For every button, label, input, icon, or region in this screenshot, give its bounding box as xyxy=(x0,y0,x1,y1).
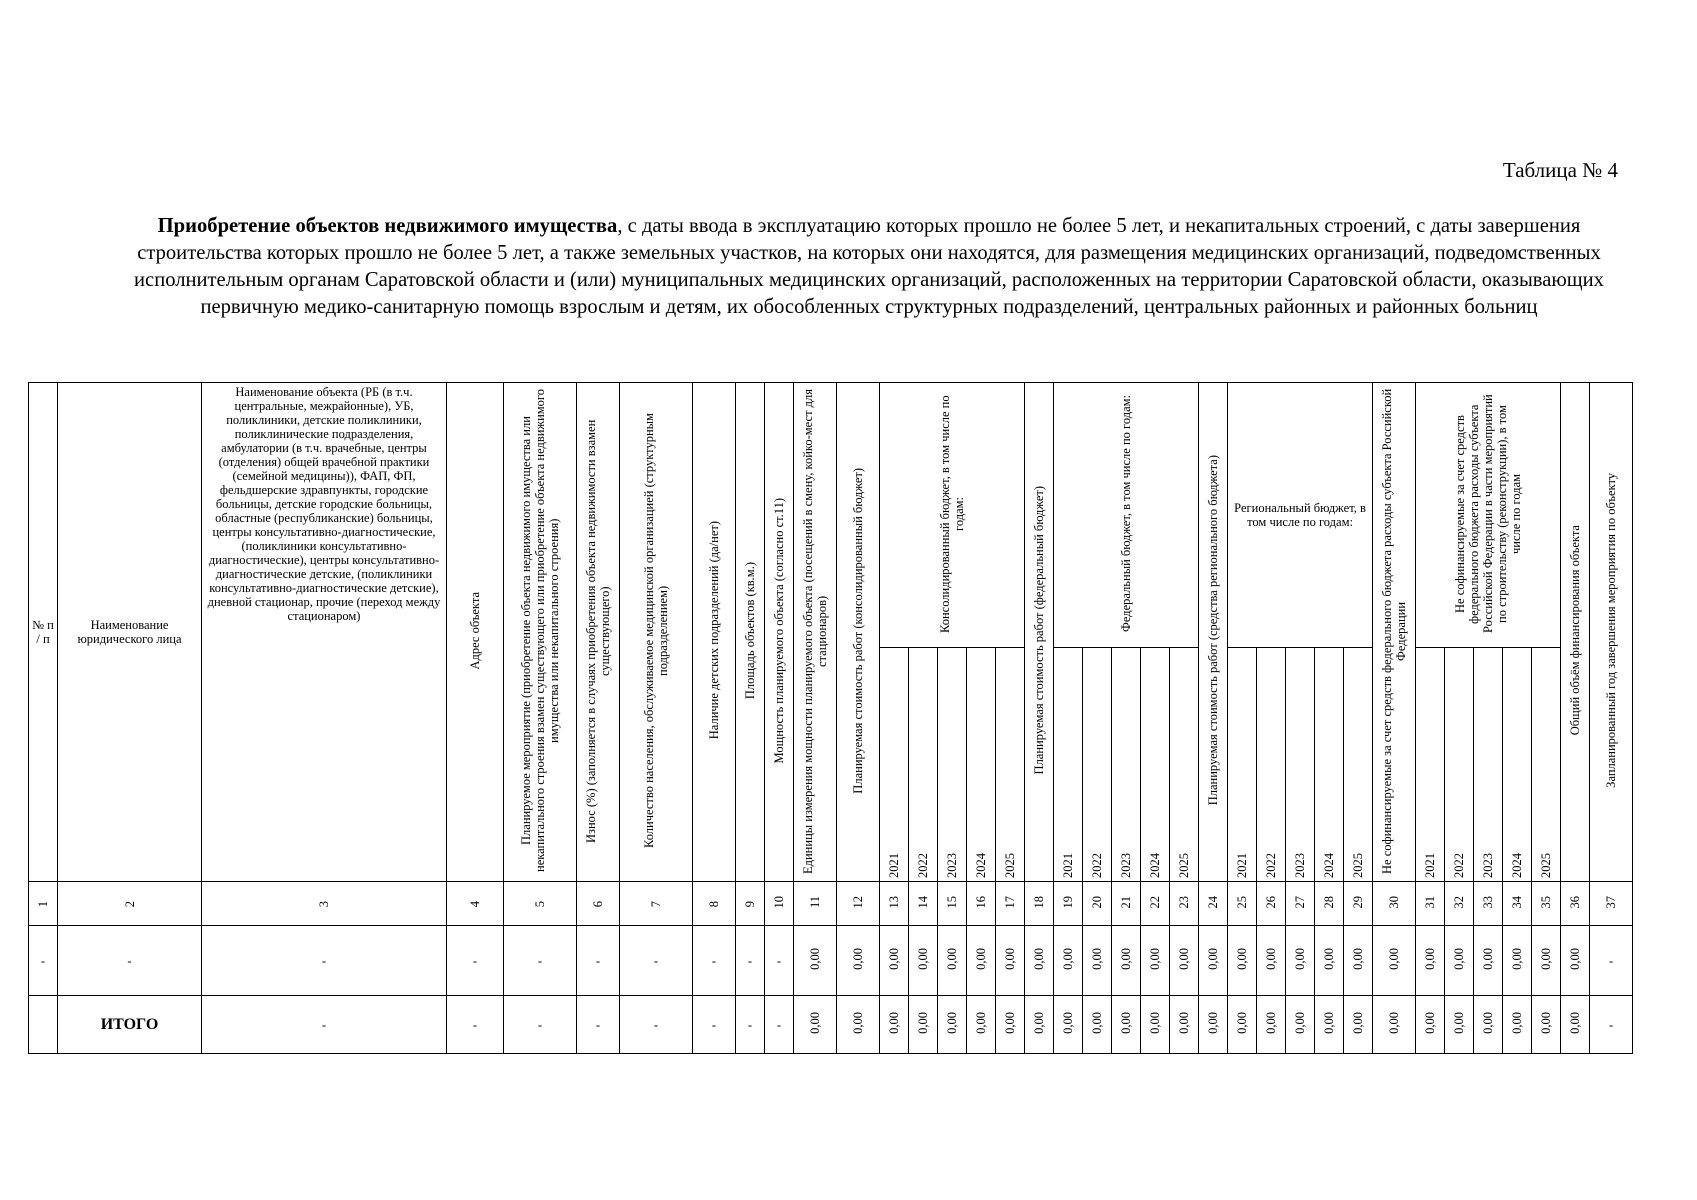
table-cell: - xyxy=(765,926,794,996)
table-cell: 0,00 xyxy=(1257,996,1286,1054)
table-label: Таблица № 4 xyxy=(1502,158,1618,182)
table-cell: 0,00 xyxy=(1141,926,1170,996)
table-cell: - xyxy=(736,996,765,1054)
header-cell-24: Планируемая стоимость работ (средства регионального бюджета) xyxy=(1199,383,1228,882)
table-cell: 0,00 xyxy=(1416,996,1445,1054)
table-cell: 0,00 xyxy=(1532,996,1561,1054)
table-cell: 0,00 xyxy=(1445,996,1474,1054)
header-cell-9: Площадь объектов (кв.м.) xyxy=(736,383,765,882)
column-number-cell: 18 xyxy=(1025,882,1054,926)
column-number-cell: 17 xyxy=(996,882,1025,926)
table-cell: - xyxy=(29,926,58,996)
table-cell: 0,00 xyxy=(1112,926,1141,996)
year-header-consolidated-3: 2024 xyxy=(967,648,996,882)
year-header-regional-4: 2025 xyxy=(1344,648,1373,882)
column-number-cell: 14 xyxy=(909,882,938,926)
table-cell: 0,00 xyxy=(1199,926,1228,996)
header-cell-18: Планируемая стоимость работ (федеральный бюджет) xyxy=(1025,383,1054,882)
column-number-cell: 29 xyxy=(1344,882,1373,926)
column-number-row xyxy=(29,882,1633,926)
column-number-cell: 1 xyxy=(29,882,58,926)
column-number-cell: 2 xyxy=(58,882,202,926)
year-header-regional-0: 2021 xyxy=(1228,648,1257,882)
year-header-federal-2: 2023 xyxy=(1112,648,1141,882)
table-cell: 0,00 xyxy=(996,926,1025,996)
table-cell: 0,00 xyxy=(837,996,880,1054)
header-group-consolidated: Консолидированный бюджет, в том числе по годам: xyxy=(880,383,1025,648)
year-header-non-cofinanced-2: 2023 xyxy=(1474,648,1503,882)
table-row xyxy=(29,926,1633,996)
table-cell: - xyxy=(1590,926,1633,996)
table-cell: - xyxy=(1590,996,1633,1054)
column-number-cell: 6 xyxy=(577,882,620,926)
table-cell: 0,00 xyxy=(1228,926,1257,996)
financing-table xyxy=(28,382,1633,1054)
header-cell-12: Планируемая стоимость работ (консолидированный бюджет) xyxy=(837,383,880,882)
column-number-cell: 30 xyxy=(1373,882,1416,926)
header-cell-6: Износ (%) (заполняется в случаях приобретения объекта недвижимости взамен существующего) xyxy=(577,383,620,882)
column-number-cell: 4 xyxy=(447,882,504,926)
table-cell: 0,00 xyxy=(1503,926,1532,996)
column-number-cell: 33 xyxy=(1474,882,1503,926)
year-header-consolidated-4: 2025 xyxy=(996,648,1025,882)
column-number-cell: 22 xyxy=(1141,882,1170,926)
header-cell-2: Наименование юридического лица xyxy=(58,383,202,882)
column-number-cell: 36 xyxy=(1561,882,1590,926)
header-cell-11: Единицы измерения мощности планируемого объекта (посещений в смену, койко-мест для стационаров) xyxy=(794,383,837,882)
table-cell: 0,00 xyxy=(1025,926,1054,996)
table-cell: 0,00 xyxy=(1141,996,1170,1054)
table-cell: 0,00 xyxy=(1532,926,1561,996)
table-cell: - xyxy=(202,926,447,996)
year-header-federal-3: 2024 xyxy=(1141,648,1170,882)
table-cell: - xyxy=(504,996,577,1054)
column-number-cell: 11 xyxy=(794,882,837,926)
year-header-regional-1: 2022 xyxy=(1257,648,1286,882)
table-cell: 0,00 xyxy=(1445,926,1474,996)
column-number-cell: 26 xyxy=(1257,882,1286,926)
year-header-federal-1: 2022 xyxy=(1083,648,1112,882)
table-cell: 0,00 xyxy=(1228,996,1257,1054)
table-cell: 0,00 xyxy=(880,926,909,996)
table-cell: - xyxy=(620,926,693,996)
table-cell: - xyxy=(693,926,736,996)
column-number-cell: 37 xyxy=(1590,882,1633,926)
table-cell: 0,00 xyxy=(794,926,837,996)
column-number-cell: 24 xyxy=(1199,882,1228,926)
year-header-non-cofinanced-4: 2025 xyxy=(1532,648,1561,882)
table-cell: 0,00 xyxy=(1170,996,1199,1054)
header-cell-1: № п / п xyxy=(29,383,58,882)
year-header-consolidated-0: 2021 xyxy=(880,648,909,882)
column-number-cell: 21 xyxy=(1112,882,1141,926)
table-cell: - xyxy=(577,996,620,1054)
column-number-cell: 31 xyxy=(1416,882,1445,926)
table-cell: 0,00 xyxy=(1561,926,1590,996)
title-rest: , с даты ввода в эксплуатацию которых прошло не более 5 лет, и некапитальных строений, с даты завершения строительства которых прошло не более 5 лет, а также земельных участков, на которых они находятся, для размещения медицинских организаций, подведомственных исполнительным органам Саратовской области и (или) муниципальных медицинских организаций, расположенных на территории Саратовской области, оказывающих первичную медико-санитарную помощь взрослым и детям, их обособленных структурных подразделений, центральных районных и районных больниц xyxy=(134,215,1604,318)
table-cell: 0,00 xyxy=(794,996,837,1054)
page-title xyxy=(110,213,1628,321)
table-cell: - xyxy=(620,996,693,1054)
table-cell: - xyxy=(447,996,504,1054)
table-cell: - xyxy=(577,926,620,996)
column-number-cell: 3 xyxy=(202,882,447,926)
table-cell: 0,00 xyxy=(1199,996,1228,1054)
header-cell-37: Запланированный год завершения мероприятия по объекту xyxy=(1590,383,1633,882)
column-number-cell: 10 xyxy=(765,882,794,926)
year-header-consolidated-2: 2023 xyxy=(938,648,967,882)
table-cell: 0,00 xyxy=(1025,996,1054,1054)
column-number-cell: 19 xyxy=(1054,882,1083,926)
header-cell-36: Общий объём финансирования объекта xyxy=(1561,383,1590,882)
year-header-federal-0: 2021 xyxy=(1054,648,1083,882)
column-number-cell: 25 xyxy=(1228,882,1257,926)
header-cell-3: Наименование объекта (РБ (в т.ч. центральные, межрайонные), УБ, поликлиники, детские поликлиники, поликлинические подразделения, амбулатории (в т.ч. врачебные, центры (отделения) общей врачебной практики (семейной медицины)), ФАП, ФП, фельдшерские здравпункты, городские больницы, детские городские больницы, областные (республиканские) больницы, центры консультативно-диагностические, (поликлиники консультативно-диагностические), центры консультативно-диагностические детские, (поликлиники консультативно-диагностические детские), дневной стационар, прочие (переход между стационаром) xyxy=(202,383,447,882)
header-cell-10: Мощность планируемого объекта (согласно ст.11) xyxy=(765,383,794,882)
header-cell-30: Не софинансируемые за счет средств федерального бюджета расходы субъекта Российской Федерации xyxy=(1373,383,1416,882)
column-number-cell: 8 xyxy=(693,882,736,926)
table-cell: - xyxy=(447,926,504,996)
header-cell-4: Адрес объекта xyxy=(447,383,504,882)
column-number-cell: 12 xyxy=(837,882,880,926)
table-cell: 0,00 xyxy=(1474,996,1503,1054)
table-cell: 0,00 xyxy=(1054,996,1083,1054)
header-cell-7: Количество населения, обслуживаемое медицинской организацией (структурным подразделением) xyxy=(620,383,693,882)
table-cell: 0,00 xyxy=(1170,926,1199,996)
table-cell: 0,00 xyxy=(909,926,938,996)
column-number-cell: 13 xyxy=(880,882,909,926)
year-header-regional-2: 2023 xyxy=(1286,648,1315,882)
table-cell: 0,00 xyxy=(1054,926,1083,996)
table-cell: - xyxy=(504,926,577,996)
table-cell: - xyxy=(693,996,736,1054)
table-cell: 0,00 xyxy=(938,996,967,1054)
header-group-federal: Федеральный бюджет, в том числе по годам: xyxy=(1054,383,1199,648)
table-cell: 0,00 xyxy=(1344,926,1373,996)
column-number-cell: 9 xyxy=(736,882,765,926)
column-number-cell: 23 xyxy=(1170,882,1199,926)
column-number-cell: 32 xyxy=(1445,882,1474,926)
table-cell: 0,00 xyxy=(1286,926,1315,996)
header-cell-5: Планируемое мероприятие (приобретение объекта недвижимого имущества или некапитального строения взамен существующего или приобретение объекта недвижимого имущества или некапитального строения) xyxy=(504,383,577,882)
table-cell: 0,00 xyxy=(1257,926,1286,996)
table-cell: - xyxy=(58,926,202,996)
header-group-non-cofinanced: Не софинансируемые за счет средств федерального бюджета расходы субъекта Российской Федерации в части мероприятий по строительству (реконструкции), в том числе по годам xyxy=(1416,383,1561,648)
header-cell-8: Наличие детских подразделений (да/нет) xyxy=(693,383,736,882)
table-cell: - xyxy=(765,996,794,1054)
year-header-regional-3: 2024 xyxy=(1315,648,1344,882)
table-cell: 0,00 xyxy=(837,926,880,996)
table-cell: 0,00 xyxy=(1344,996,1373,1054)
table-cell: 0,00 xyxy=(1561,996,1590,1054)
table-cell: 0,00 xyxy=(996,996,1025,1054)
column-number-cell: 28 xyxy=(1315,882,1344,926)
column-number-cell: 34 xyxy=(1503,882,1532,926)
table-cell: 0,00 xyxy=(1416,926,1445,996)
table-cell: 0,00 xyxy=(1083,996,1112,1054)
year-header-non-cofinanced-0: 2021 xyxy=(1416,648,1445,882)
year-header-consolidated-1: 2022 xyxy=(909,648,938,882)
header-row-top xyxy=(29,383,1633,648)
year-header-non-cofinanced-3: 2024 xyxy=(1503,648,1532,882)
table-cell: 0,00 xyxy=(1286,996,1315,1054)
header-group-regional: Региональный бюджет, в том числе по годам: xyxy=(1228,383,1373,648)
table-cell: 0,00 xyxy=(967,926,996,996)
table-cell: 0,00 xyxy=(880,996,909,1054)
table-cell: 0,00 xyxy=(1474,926,1503,996)
year-header-federal-4: 2025 xyxy=(1170,648,1199,882)
table-cell: - xyxy=(736,926,765,996)
table-cell: 0,00 xyxy=(1503,996,1532,1054)
column-number-cell: 20 xyxy=(1083,882,1112,926)
table-cell: 0,00 xyxy=(1315,926,1344,996)
column-number-cell: 27 xyxy=(1286,882,1315,926)
table-cell: 0,00 xyxy=(1315,996,1344,1054)
column-number-cell: 7 xyxy=(620,882,693,926)
table-cell: 0,00 xyxy=(1083,926,1112,996)
title-bold-part: Приобретение объектов недвижимого имущества xyxy=(157,215,618,237)
column-number-cell: 35 xyxy=(1532,882,1561,926)
table-cell: 0,00 xyxy=(909,996,938,1054)
total-row xyxy=(29,996,1633,1054)
column-number-cell: 15 xyxy=(938,882,967,926)
table-cell: 0,00 xyxy=(938,926,967,996)
table-cell: 0,00 xyxy=(1373,926,1416,996)
table-cell: 0,00 xyxy=(1373,996,1416,1054)
column-number-cell: 5 xyxy=(504,882,577,926)
table-cell: 0,00 xyxy=(1112,996,1141,1054)
table-cell: 0,00 xyxy=(967,996,996,1054)
table-cell: - xyxy=(202,996,447,1054)
column-number-cell: 16 xyxy=(967,882,996,926)
table-cell xyxy=(29,996,58,1054)
year-header-non-cofinanced-1: 2022 xyxy=(1445,648,1474,882)
total-label: ИТОГО xyxy=(58,996,202,1054)
